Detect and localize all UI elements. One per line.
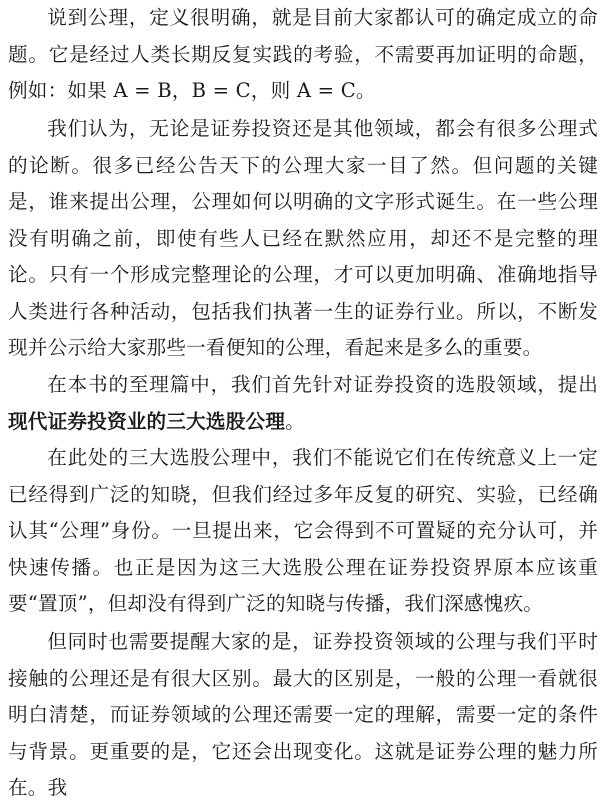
paragraph-axiom-difference: 但同时也需要提醒大家的是，证券投资领域的公理与我们平时接触的公理还是有很大区别。最大的区别是，一般的公理一看就很明白清楚，而证券领域的公理还需要一定的理解，需要一定的条件与背景。更重要的是，它还会出现变化。这就是证券公理的魅力所在。我 — [8, 630, 598, 799]
paragraph-axiom-status: 在此处的三大选股公理中，我们不能说它们在传统意义上一定已经得到广泛的知晓，但我们经过多年反复的研究、实验，已经确认其“公理”身份。一旦提出来，它会得到不可置疑的充分认可，并快速传播。也正是因为这三大选股公理在证券投资界原本应该重要“置顶”，但却没有得到广泛的知晓与传播，我们深感愧疚。 — [8, 446, 598, 615]
intro-text: 在本书的至理篇中，我们首先针对证券投资的选股领域，提出 — [47, 373, 598, 396]
intro-period: 。 — [285, 409, 305, 433]
paragraph-axiom-definition: 说到公理，定义很明确，就是目前大家都认可的确定成立的命题。它是经过人类长期反复实践的考验，不需要再加证明的命题，例如：如果 A = B，B = C，则 A = C。 — [8, 6, 598, 102]
paragraph-axiom-importance: 我们认为，无论是证券投资还是其他领域，都会有很多公理式的论断。很多已经公告天下的公理大家一目了然。但问题的关键是，谁来提出公理，公理如何以明确的文字形式诞生。在一些公理没有明确之前，即使有些人已经在默然应用，却还不是完整的理论。只有一个形成完整理论的公理，才可以更加明确、准确地指导人类进行各种活动，包括我们执著一生的证券行业。所以，不断发现并公示给大家那些一看便知的公理，看起来是多么的重要。 — [8, 117, 598, 359]
paragraph-three-axioms-intro — [8, 367, 598, 440]
bold-three-axioms: 现代证券投资业的三大选股公理 — [8, 409, 286, 433]
